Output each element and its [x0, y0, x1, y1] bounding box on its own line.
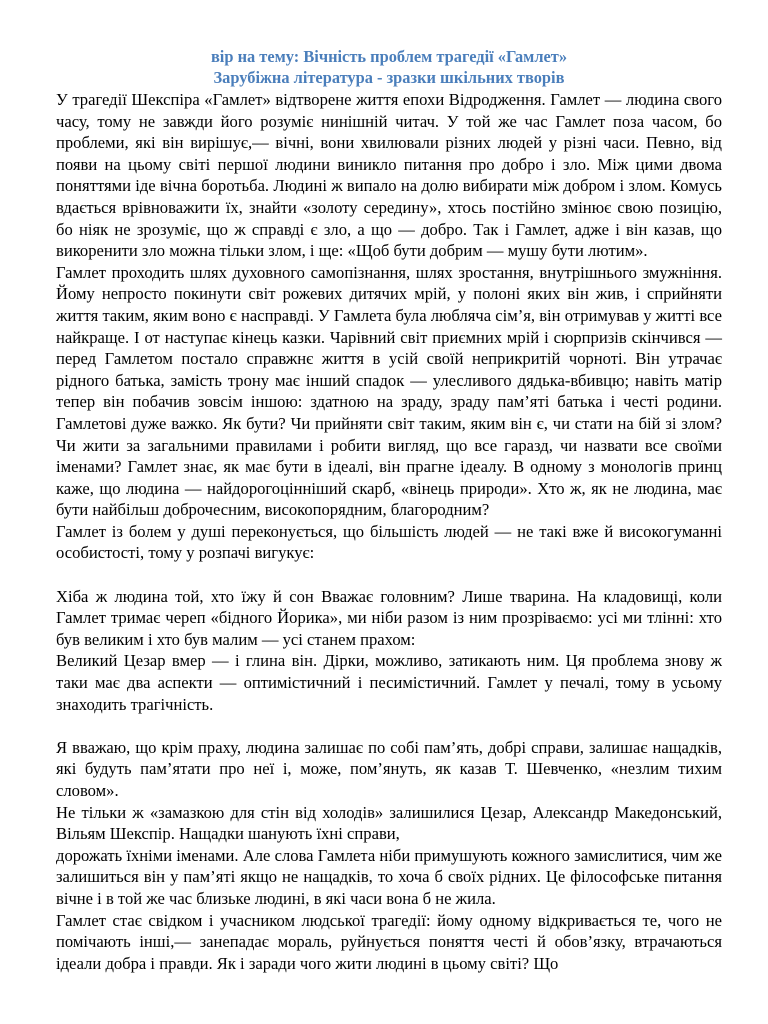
paragraph-putty: Не тільки ж «замазкою для стін від холодів» залишилися Цезар, Александр Македонський, Вільям Шекспір. Нащадки шанують їхні справи, — [56, 802, 722, 844]
document-page — [56, 46, 722, 974]
paragraph-self-knowledge: Гамлет проходить шлях духовного самопізнання, шлях зростання, внутрішнього змужніння. Йому непросто покинути світ рожевих дитячих мрій, у полоні яких він жив, і сприйняти життя таким, яким воно є насправді. У Гамлета була любляча сім’я, він отримував у житті все найкраще. І от наступає кінець казки. Чарівний світ приємних мрій і сюрпризів скінчився — перед Гамлетом постало справжнє життя в усій своїй неприкритій чорноті. Він утрачає рідного батька, замість трону має інший спадок — улесливого дядька-вбивцю; навіть матір тепер він побачив зовсім іншою: здатною на зраду, зраду пам’яті батька і честі родини. Гамлетові дуже важко. Як бути? Чи прийняти світ таким, яким він є, чи стати на бій зі злом? Чи жити за загальними правилами і робити вигляд, що все гаразд, чи назвати все своїми іменами? Гамлет знає, як має бути в ідеалі, він прагне ідеалу. В одному з монологів принц каже, що людина — найдорогоцінніший скарб, «вінець природи». Хто ж, як не людина, має бути найбільш доброчесним, високопорядним, благородним? — [56, 262, 722, 520]
document-subtitle: Зарубіжна література - зразки шкільних творів — [213, 68, 565, 87]
blank-line — [56, 715, 722, 737]
paragraph-pain: Гамлет із болем у душі переконується, що більшість людей — не такі вже й високогуманні особистості, тому у розпачі вигукує: — [56, 521, 722, 563]
paragraph-memory: Я вважаю, що крім праху, людина залишає по собі пам’ять, добрі справи, залишає нащадків, які будуть пам’ятати про неї і, може, пом’януть, як казав Т. Шевченко, «незлим тихим словом». — [56, 737, 722, 800]
essay-body — [56, 89, 722, 974]
paragraph-intro: У трагедії Шекспіра «Гамлет» відтворене життя епохи Відродження. Гамлет — людина свого часу, тому не завжди його розуміє нинішній читач. У той же час Гамлет поза часом, бо проблеми, які він вирішує,— вічні, вони хвилювали різних людей у різні часи. Певно, від появи на цьому світі першої людини виникло питання про добро і зло. Між цими двома поняттями іде вічна боротьба. Людині ж випало на долю вибирати між добром і злом. Комусь вдається врівноважити їх, знайти «золоту середину», хтось постійно змінює свою позицію, бо ніяк не зрозуміє, що ж справді є зло, а що — добро. Так і Гамлет, адже і він казав, що викоренити зло можна тільки злом, і ще: «Щоб бути добрим — мушу бути лютим». — [56, 90, 722, 261]
paragraph-names: дорожать їхніми іменами. Але слова Гамлета ніби примушують кожного замислитися, чим же залишиться він у пам’яті якщо не нащадків, то хоча б своїх рідних. Це філософське питання вічне і в той же час близьке людині, в які часи вона б не жила. — [56, 845, 722, 908]
blank-line — [56, 564, 722, 586]
paragraph-caesar: Великий Цезар вмер — і глина він. Дірки, можливо, затикають ним. Ця проблема знову ж таки має два аспекти — оптимістичний і песимістичний. Гамлет у печалі, тому в усьому знаходить трагічність. — [56, 651, 722, 714]
document-title: вір на тему: Вічність проблем трагедії «Гамлет» — [210, 47, 568, 66]
paragraph-witness: Гамлет стає свідком і учасником людської трагедії: йому одному відкривається те, чого не помічають інші,— занепадає мораль, руйнується поняття честі й обов’язку, втрачаються ідеали добра і правди. Як і заради чого жити людині в цьому світі? Що — [56, 910, 722, 973]
paragraph-quote-human: Хіба ж людина той, хто їжу й сон Вважає головним? Лише тварина. На кладовищі, коли Гамлет тримає череп «бідного Йорика», ми ніби разом із ним прозріваємо: усі ми тлінні: хто був великим і хто був малим — усі станем прахом: — [56, 586, 722, 649]
